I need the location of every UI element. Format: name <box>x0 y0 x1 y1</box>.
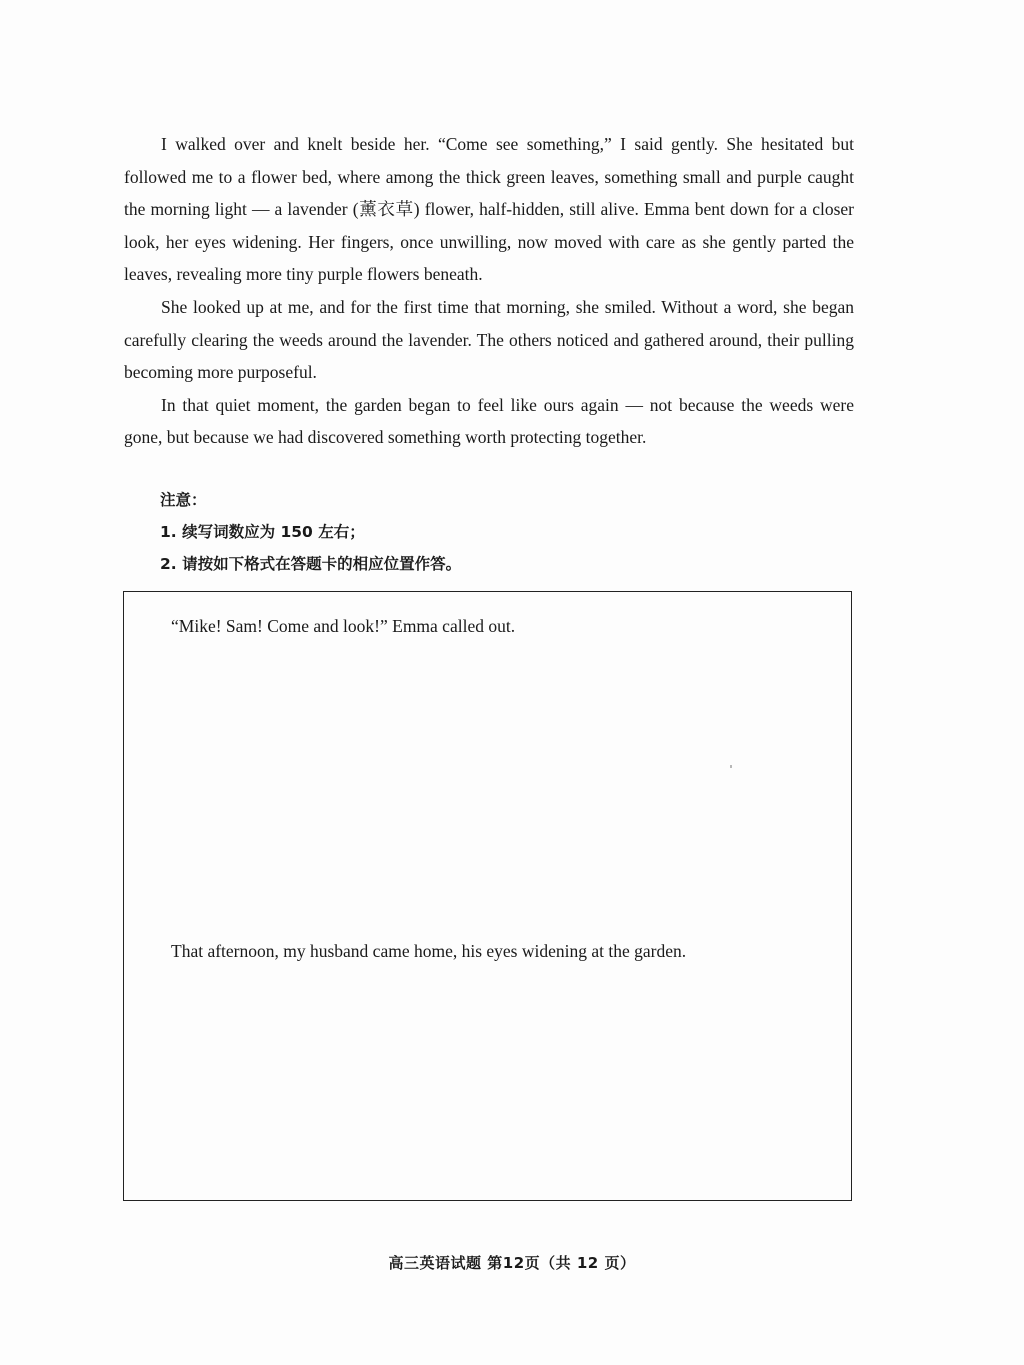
passage-paragraph-2: She looked up at me, and for the first time that morning, she smiled. Without a word, she began carefully clearing the weeds around the lavender. The others noticed and gathered around, their pulling becoming more purposeful. <box>124 296 854 383</box>
scan-speck <box>730 765 732 768</box>
notes-heading: 注意： <box>160 491 207 509</box>
opening-sentence-2: That afternoon, my husband came home, his eyes widening at the garden. <box>171 941 687 961</box>
notes-item-format: 2. 请按如下格式在答题卡的相应位置作答。 <box>160 555 462 573</box>
page-footer: 高三英语试题 第12页（共 12 页） <box>388 1254 636 1272</box>
answer-box <box>123 591 852 1201</box>
passage-paragraph-3: In that quiet moment, the garden began to feel like ours again — not because the weeds were gone, but because we had discovered something worth protecting together. <box>124 394 854 448</box>
notes-item-word-count: 1. 续写词数应为 150 左右； <box>160 523 365 541</box>
passage-paragraph-1: I walked over and knelt beside her. “Come see something,” I said gently. She hesitated but followed me to a flower bed, where among the thick green leaves, something small and purple caught the morning light — a lavender (薰衣草) flower, half-hidden, still alive. Emma bent down for a closer look, her eyes widening. Her fingers, once unwilling, now moved with care as she gently parted the leaves, revealing more tiny purple flowers beneath. <box>124 134 854 285</box>
opening-sentence-1: “Mike! Sam! Come and look!” Emma called out. <box>171 616 516 636</box>
story-passage <box>124 128 854 454</box>
instructions-notes <box>160 484 810 580</box>
